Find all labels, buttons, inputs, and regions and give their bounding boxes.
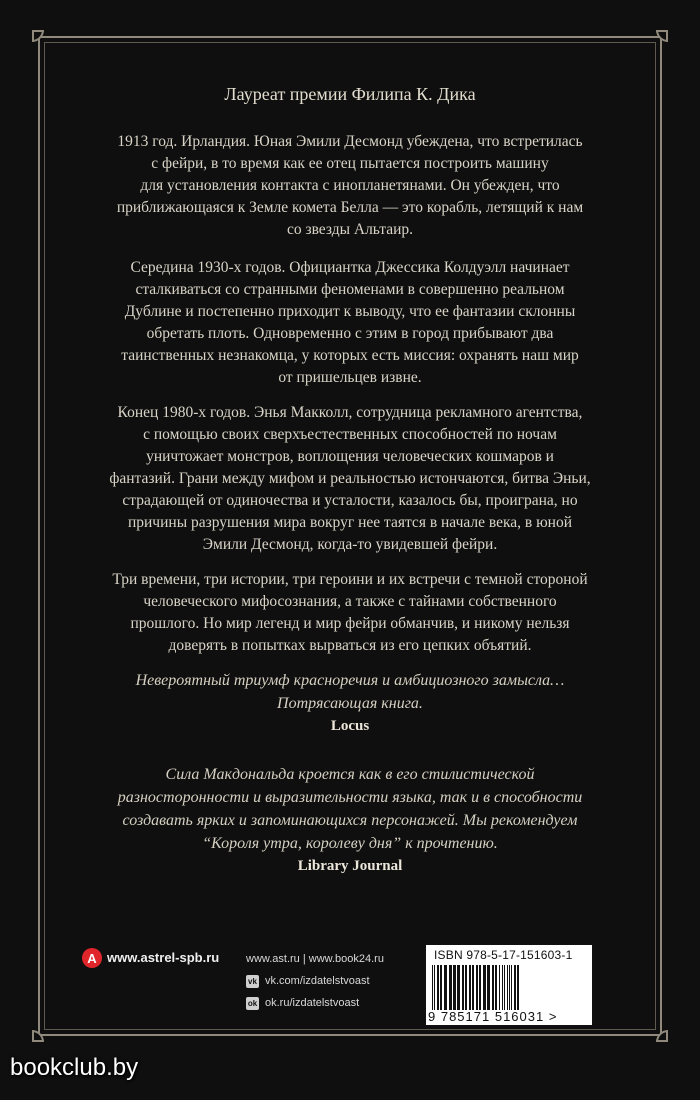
barcode-bar [511, 965, 512, 1010]
barcode-bar [487, 965, 490, 1010]
award-heading: Лауреат премии Филипа К. Дика [224, 84, 476, 104]
barcode-bar [437, 965, 439, 1010]
review-quote-library-journal [70, 763, 630, 878]
barcode-bar [483, 965, 486, 1010]
barcode-bar [434, 965, 435, 1010]
barcode-bar [502, 965, 503, 1010]
publisher-site-link[interactable]: www.astrel-spb.ru [107, 950, 220, 965]
text-line: таинственных незнакомца, у которых есть миссия: охранять наш мир [121, 347, 579, 364]
quote-line: Сила Макдональда кроется как в его стилистической [165, 766, 535, 783]
text-line: человеческого мифосознания, а также с тайнами собственного [143, 593, 557, 610]
text-line: 1913 год. Ирландия. Юная Эмили Десмонд убеждена, что встретилась [117, 133, 583, 150]
quote-line: создавать ярких и запоминающихся персонажей. Мы рекомендуем [122, 812, 578, 829]
text-line: прошлого. Но мир легенд и мир фейри обманчив, и никому нельзя [130, 615, 570, 632]
text-line: Середина 1930-х годов. Официантка Джессика Колдуэлл начинает [130, 259, 570, 276]
barcode-bar [507, 965, 508, 1010]
quote-line: Невероятный триумф красноречия и амбициозного замысла… [135, 672, 565, 689]
text-line: для установления контакта с инопланетянами. Он убежден, что [140, 177, 560, 194]
barcode-bar [469, 965, 471, 1010]
review-quote-locus [70, 669, 630, 738]
barcode-bar [492, 965, 494, 1010]
text-line: со звезды Альтаир. [286, 221, 414, 238]
barcode-digits: 9 785171 516031 > [428, 1009, 558, 1024]
text-line: уничтожает монстров, воплощения человеческих кошмаров и [146, 448, 554, 465]
barcode-bar [479, 965, 481, 1010]
barcode-bar [476, 965, 478, 1010]
text-line: Три времени, три истории, три героини и их встречи с темной стороной [112, 571, 588, 588]
publisher-web-links[interactable]: www.ast.ru | www.book24.ru [246, 953, 384, 965]
barcode-bar [457, 965, 460, 1010]
barcode-bar [462, 965, 464, 1010]
ok-icon: ok [247, 998, 258, 1008]
barcode-bar [509, 965, 510, 1010]
vk-icon: vk [246, 975, 259, 988]
text-line: Эмили Десмонд, когда-то увидевшей фейри. [202, 536, 498, 553]
barcode-bar [453, 965, 456, 1010]
quote-line: “Короля утра, королеву дня” к прочтению. [202, 835, 498, 852]
text-line: Конец 1980-х годов. Энья Макколл, сотрудница рекламного агентства, [117, 404, 583, 421]
ok-link[interactable]: ok.ru/izdatelstvoast [265, 997, 360, 1009]
text-line: страдающей от одиночества и усталости, казалось бы, проиграна, но [122, 492, 578, 509]
text-line: с фейри, в то время как ее отец пытается построить машину [151, 155, 549, 172]
blurb-paragraph-2 [70, 257, 630, 389]
blurb-paragraph-1 [70, 131, 630, 241]
barcode-bar [465, 965, 467, 1010]
text-line: от пришельцев извне. [278, 369, 422, 386]
quote-line: разносторонности и выразительности языка, так и в способности [117, 789, 583, 806]
barcode-bar [517, 965, 519, 1010]
barcode-bar [499, 965, 500, 1010]
text-line: причины разрушения мира вокруг нее таятся в начале века, в юной [127, 514, 573, 531]
quote-source: Locus [330, 718, 370, 734]
barcode-bar [440, 965, 442, 1010]
quote-source: Library Journal [297, 858, 403, 874]
barcode-bar [504, 965, 505, 1010]
quote-line: Потрясающая книга. [277, 695, 423, 712]
isbn-number: ISBN 978-5-17-151603-1 [434, 948, 573, 962]
isbn-barcode [425, 944, 593, 1026]
text-line: обретать плоть. Одновременно с этим в город прибывают два [146, 325, 554, 342]
watermark: bookclub.by [10, 1054, 139, 1081]
blurb-paragraph-3 [70, 402, 630, 556]
vk-link[interactable]: vk.com/izdatelstvoast [265, 975, 370, 987]
text-line: приближающаяся к Земле комета Белла — это корабль, летящий к нам [116, 199, 584, 216]
barcode-bar [495, 965, 497, 1010]
barcode-bars [432, 965, 584, 1010]
text-line: с помощью своих сверхъестественных способностей по ночам [143, 426, 557, 443]
barcode-bar [432, 965, 433, 1010]
blurb-paragraph-4 [70, 569, 630, 657]
barcode-bar [514, 965, 516, 1010]
text-line: фантазий. Грани между мифом и реальностью истончаются, битва Эньи, [109, 470, 591, 487]
text-line: Дублине и постепенно приходит к выводу, что ее фантазии склонны [124, 303, 576, 320]
barcode-bar [444, 965, 447, 1010]
publisher-links [246, 948, 384, 1014]
publisher-logo-icon: A [82, 948, 102, 968]
barcode-bar [449, 965, 452, 1010]
text-line: сталкиваться со странными феноменами в совершенно реальном [135, 281, 565, 298]
barcode-bar [472, 965, 474, 1010]
text-line: доверять в попытках вырваться из его цепких объятий. [168, 637, 532, 654]
